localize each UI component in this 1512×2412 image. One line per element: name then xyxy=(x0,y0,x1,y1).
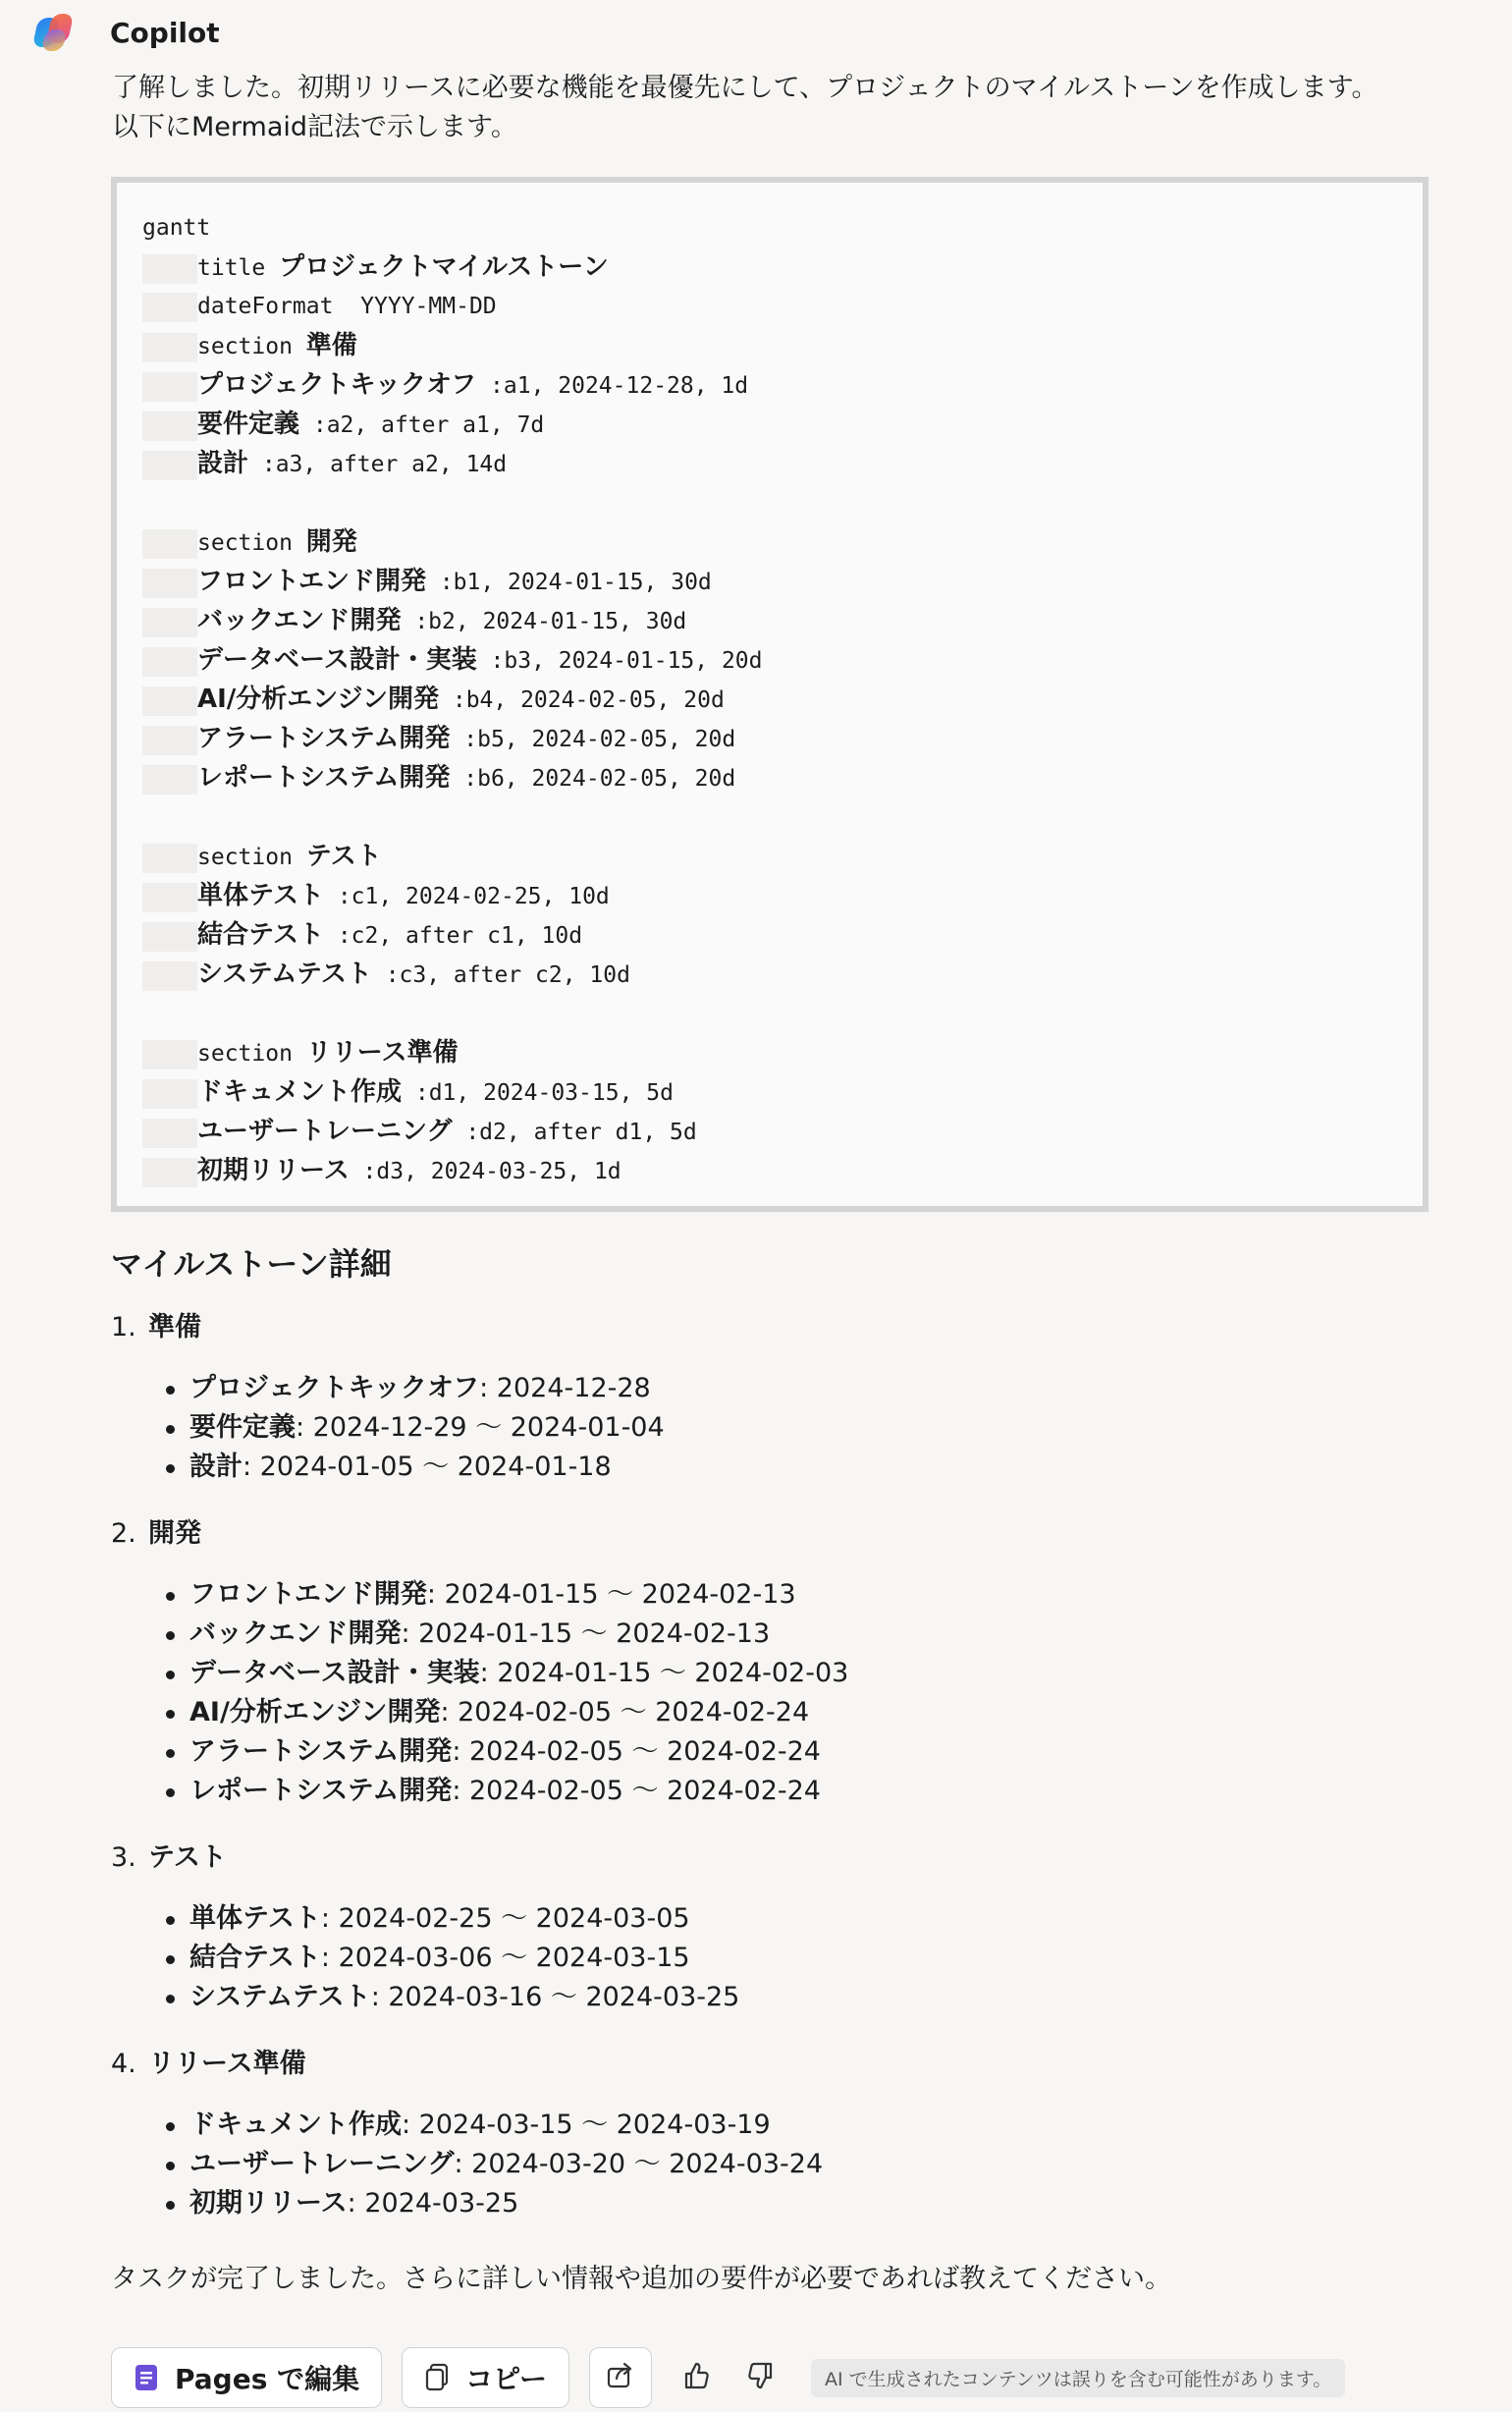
code-indent xyxy=(142,922,197,952)
milestone-name: データベース設計・実装 xyxy=(189,1658,480,1688)
code-label: フロントエンド開発 xyxy=(197,567,426,596)
section-title-text: リリース準備 xyxy=(148,2049,306,2079)
list-item xyxy=(111,1615,1387,1654)
code-label: テスト xyxy=(305,842,382,871)
section-number: 2. xyxy=(111,1518,136,1549)
milestone-name: 設計 xyxy=(189,1452,243,1482)
code-indent xyxy=(142,333,197,362)
milestone-list xyxy=(111,2106,1387,2223)
code-line xyxy=(142,483,1423,522)
code-indent xyxy=(142,765,197,795)
milestone-sections xyxy=(111,1306,1387,2249)
list-item xyxy=(111,1575,1387,1615)
code-params: :b2, 2024-01-15, 30d xyxy=(401,609,687,634)
code-params: :b5, 2024-02-05, 20d xyxy=(450,727,736,752)
intro-line: 以下にMermaid記法で示します。 xyxy=(112,112,517,142)
code-label: データベース設計・実装 xyxy=(197,645,477,675)
milestone-dates: : 2024-02-05 〜 2024-02-24 xyxy=(452,1736,821,1767)
list-item xyxy=(111,2145,1387,2184)
ai-disclaimer: AI で生成されたコンテンツは誤りを含む可能性があります。 xyxy=(811,2359,1345,2397)
milestone-dates: : 2024-03-15 〜 2024-03-19 xyxy=(402,2110,771,2140)
thumbs-up-icon xyxy=(680,2360,712,2395)
code-label: アラートシステム開発 xyxy=(197,724,451,753)
list-item xyxy=(111,1369,1387,1408)
code-keyword: section xyxy=(197,845,306,870)
list-item xyxy=(111,1732,1387,1772)
code-keyword: section xyxy=(197,530,306,556)
milestone-dates: : 2024-12-29 〜 2024-01-04 xyxy=(296,1412,665,1443)
list-item xyxy=(111,2184,1387,2223)
milestone-list xyxy=(111,1899,1387,2017)
milestone-section xyxy=(111,2043,1387,2223)
milestone-dates: : 2024-01-15 〜 2024-02-13 xyxy=(426,1579,796,1610)
code-indent xyxy=(142,569,197,598)
code-block[interactable] xyxy=(111,177,1429,1212)
milestone-list xyxy=(111,1575,1387,1811)
edit-in-pages-label: Pages で編集 xyxy=(175,2363,360,2395)
code-label: 要件定義 xyxy=(197,410,300,439)
list-item xyxy=(111,1772,1387,1811)
action-bar xyxy=(111,2347,1345,2408)
milestone-dates: : 2024-03-16 〜 2024-03-25 xyxy=(370,1982,740,2012)
code-line xyxy=(142,405,1423,444)
code-label: 単体テスト xyxy=(197,881,324,910)
code-line xyxy=(142,1033,1423,1072)
milestone-dates: : 2024-02-05 〜 2024-02-24 xyxy=(452,1776,821,1806)
code-indent xyxy=(142,254,197,284)
code-label: AI/分析エンジン開発 xyxy=(197,685,439,714)
milestone-name: プロジェクトキックオフ xyxy=(189,1373,480,1403)
code-label: ユーザートレーニング xyxy=(197,1117,453,1146)
code-indent xyxy=(142,411,197,441)
code-line xyxy=(142,994,1423,1033)
code-params: :b1, 2024-01-15, 30d xyxy=(425,570,712,595)
milestone-name: ドキュメント作成 xyxy=(189,2110,402,2140)
code-line xyxy=(142,955,1423,994)
milestone-dates: : 2024-01-15 〜 2024-02-03 xyxy=(479,1658,849,1688)
milestone-name: ユーザートレーニング xyxy=(189,2149,455,2179)
milestone-name: AI/分析エンジン開発 xyxy=(189,1697,441,1727)
intro-line: 了解しました。初期リリースに必要な機能を最優先にして、プロジェクトのマイルストーンを作成します。 xyxy=(112,73,1378,103)
section-title-text: テスト xyxy=(148,1842,227,1873)
code-keyword: section xyxy=(197,1041,306,1067)
code-indent xyxy=(142,686,197,716)
milestone-dates: : 2024-02-25 〜 2024-03-05 xyxy=(320,1903,690,1934)
milestone-name: 結合テスト xyxy=(189,1943,321,1973)
code-params: :d2, after d1, 5d xyxy=(452,1120,697,1145)
code-label: ドキュメント作成 xyxy=(197,1077,403,1107)
code-line xyxy=(142,876,1423,915)
milestone-name: システムテスト xyxy=(189,1982,371,2012)
milestone-dates: : 2024-02-05 〜 2024-02-24 xyxy=(440,1697,810,1727)
edit-in-pages-button[interactable] xyxy=(111,2347,382,2408)
copy-button[interactable] xyxy=(402,2347,569,2408)
milestone-dates: : 2024-03-06 〜 2024-03-15 xyxy=(320,1943,690,1973)
section-title xyxy=(111,1512,1387,1556)
code-params: :c3, after c2, 10d xyxy=(371,962,630,988)
code-keyword: section xyxy=(197,334,306,359)
code-line xyxy=(142,1112,1423,1151)
list-item xyxy=(111,1899,1387,1939)
code-params: :a2, after a1, 7d xyxy=(299,412,545,438)
section-title-text: 準備 xyxy=(148,1312,201,1343)
code-label: プロジェクトキックオフ xyxy=(197,370,477,400)
milestone-section xyxy=(111,1306,1387,1487)
section-title-text: 開発 xyxy=(148,1518,201,1549)
code-keyword: dateFormat YYYY-MM-DD xyxy=(197,294,497,319)
code-line xyxy=(142,1151,1423,1190)
milestone-dates: : 2024-12-28 xyxy=(479,1373,651,1403)
code-line xyxy=(142,797,1423,837)
share-icon xyxy=(605,2359,636,2397)
section-title xyxy=(111,1836,1387,1880)
milestone-dates: : 2024-03-20 〜 2024-03-24 xyxy=(454,2149,824,2179)
code-indent xyxy=(142,372,197,402)
code-params: :c1, 2024-02-25, 10d xyxy=(323,884,610,909)
code-line xyxy=(142,837,1423,876)
code-line xyxy=(142,444,1423,483)
list-item xyxy=(111,1448,1387,1487)
milestone-name: レポートシステム開発 xyxy=(189,1776,453,1806)
list-item xyxy=(111,1654,1387,1693)
code-label: 結合テスト xyxy=(197,920,324,950)
milestone-dates: : 2024-03-25 xyxy=(347,2188,519,2219)
message-header xyxy=(31,10,220,55)
code-params: :d3, 2024-03-25, 1d xyxy=(349,1159,621,1184)
copilot-logo-icon xyxy=(31,10,77,55)
milestone-name: 要件定義 xyxy=(189,1412,296,1443)
section-title xyxy=(111,2043,1387,2086)
thumbs-down-icon xyxy=(745,2360,777,2395)
code-line xyxy=(142,287,1423,326)
code-indent xyxy=(142,844,197,873)
code-label: 準備 xyxy=(305,331,357,360)
code-line xyxy=(142,326,1423,365)
code-indent xyxy=(142,451,197,480)
milestone-section xyxy=(111,1512,1387,1811)
code-indent xyxy=(142,293,197,322)
code-label: 初期リリース xyxy=(197,1156,350,1185)
code-line xyxy=(142,562,1423,601)
thumbs-up-button[interactable] xyxy=(672,2353,721,2402)
code-line xyxy=(142,1072,1423,1112)
milestone-list xyxy=(111,1369,1387,1487)
code-indent xyxy=(142,883,197,912)
section-number: 3. xyxy=(111,1842,136,1873)
code-keyword: title xyxy=(197,255,280,281)
code-label: バックエンド開発 xyxy=(197,606,402,635)
milestone-name: バックエンド開発 xyxy=(189,1618,402,1649)
code-label: リリース準備 xyxy=(305,1038,459,1068)
code-line xyxy=(142,365,1423,405)
code-keyword: gantt xyxy=(142,215,211,241)
milestone-name: フロントエンド開発 xyxy=(189,1579,427,1610)
code-params: :a3, after a2, 14d xyxy=(248,452,508,477)
code-indent xyxy=(142,1158,197,1187)
code-indent xyxy=(142,1079,197,1109)
code-indent xyxy=(142,608,197,637)
code-line xyxy=(142,208,1423,247)
copy-icon xyxy=(424,2363,450,2392)
milestone-name: 初期リリース xyxy=(189,2188,348,2219)
thumbs-down-button[interactable] xyxy=(736,2353,785,2402)
app-name: Copilot xyxy=(110,16,220,49)
milestone-name: 単体テスト xyxy=(189,1903,321,1934)
code-line xyxy=(142,640,1423,680)
code-label: 設計 xyxy=(197,449,249,478)
code-line xyxy=(142,680,1423,719)
code-indent xyxy=(142,961,197,991)
section-number: 1. xyxy=(111,1312,136,1343)
code-label: 開発 xyxy=(305,527,357,557)
code-params: :d1, 2024-03-15, 5d xyxy=(402,1080,674,1106)
code-line xyxy=(142,601,1423,640)
list-item xyxy=(111,1978,1387,2017)
milestone-dates: : 2024-01-15 〜 2024-02-13 xyxy=(401,1618,771,1649)
code-params: :b6, 2024-02-05, 20d xyxy=(450,766,736,792)
code-params: :b4, 2024-02-05, 20d xyxy=(439,687,725,713)
copy-label: コピー xyxy=(465,2363,548,2395)
code-params: :c2, after c1, 10d xyxy=(323,923,583,949)
code-label: システムテスト xyxy=(197,959,372,989)
milestone-dates: : 2024-01-05 〜 2024-01-18 xyxy=(243,1452,612,1482)
code-label: レポートシステム開発 xyxy=(197,763,451,793)
code-line xyxy=(142,719,1423,758)
code-params: :a1, 2024-12-28, 1d xyxy=(476,373,749,399)
details-heading: マイルストーン詳細 xyxy=(111,1245,392,1283)
list-item xyxy=(111,2106,1387,2145)
code-line xyxy=(142,915,1423,955)
code-params: :b3, 2024-01-15, 20d xyxy=(476,648,763,674)
code-lines xyxy=(142,208,1423,1190)
share-button[interactable] xyxy=(589,2347,652,2408)
code-indent xyxy=(142,1040,197,1069)
section-number: 4. xyxy=(111,2049,136,2079)
code-indent xyxy=(142,529,197,559)
code-indent xyxy=(142,1119,197,1148)
pages-icon xyxy=(134,2363,159,2392)
code-line xyxy=(142,247,1423,287)
milestone-section xyxy=(111,1836,1387,2017)
closing-text: タスクが完了しました。さらに詳しい情報や追加の要件が必要であれば教えてください。 xyxy=(111,2264,1171,2294)
list-item xyxy=(111,1408,1387,1448)
section-title xyxy=(111,1306,1387,1349)
list-item xyxy=(111,1939,1387,1978)
code-label: プロジェクトマイルストーン xyxy=(279,252,609,282)
milestone-name: アラートシステム開発 xyxy=(189,1736,453,1767)
list-item xyxy=(111,1693,1387,1732)
code-indent xyxy=(142,647,197,677)
code-line xyxy=(142,522,1423,562)
code-indent xyxy=(142,726,197,755)
intro-text xyxy=(112,69,1378,147)
code-line xyxy=(142,758,1423,797)
